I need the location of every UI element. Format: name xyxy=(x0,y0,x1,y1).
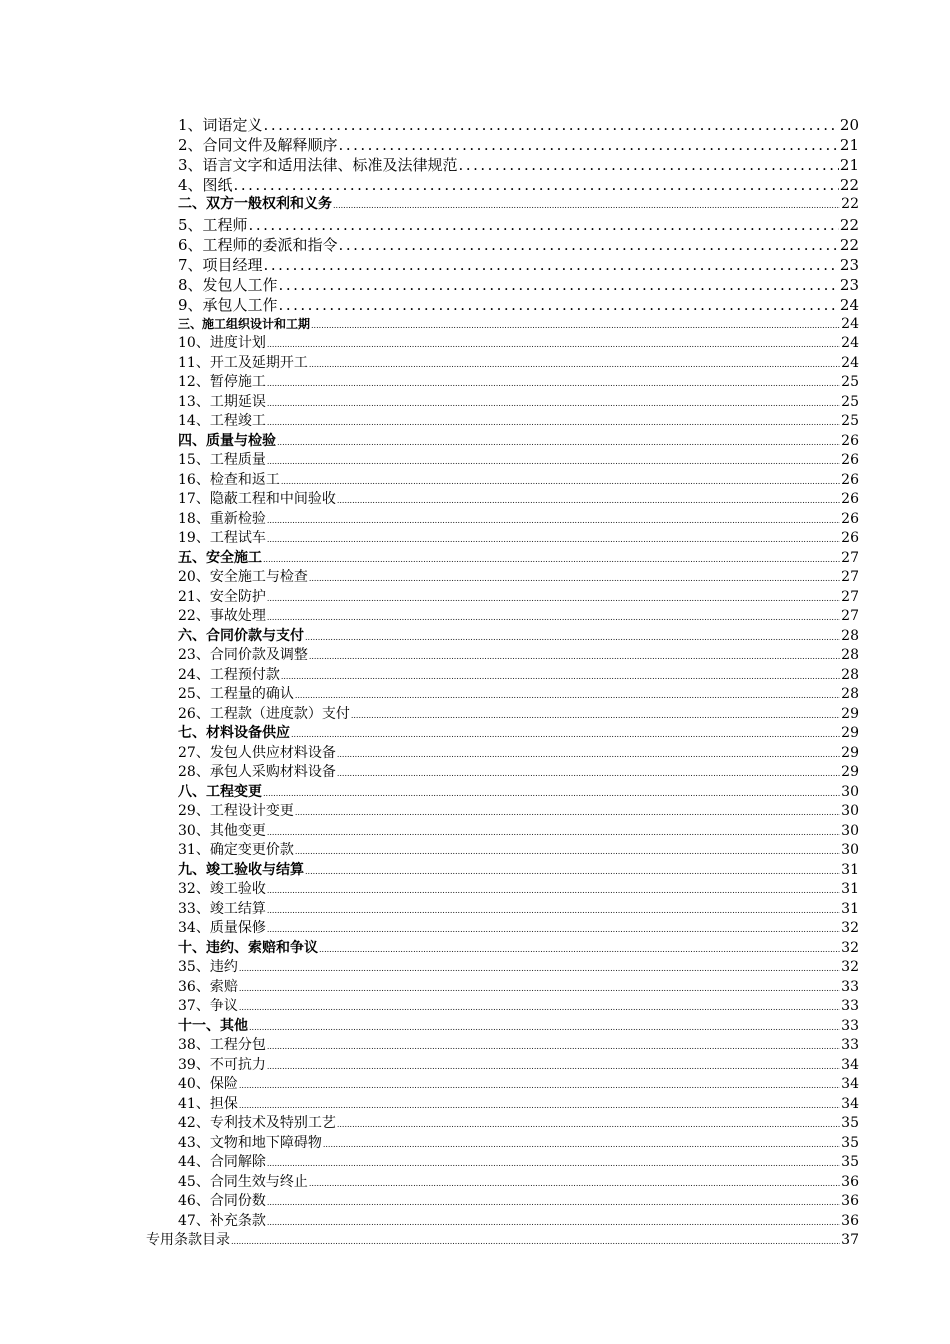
toc-entry-page: 26 xyxy=(841,471,859,488)
toc-entry[interactable] xyxy=(178,529,859,549)
toc-entry-title: 26、工程款（进度款）支付 xyxy=(178,705,350,722)
toc-entry-page: 23 xyxy=(839,255,859,274)
toc-entry[interactable] xyxy=(178,744,859,764)
dot-leader xyxy=(305,628,840,648)
toc-entry[interactable] xyxy=(178,1153,859,1173)
toc-entry-title: 24、工程预付款 xyxy=(178,666,280,683)
toc-entry-page: 29 xyxy=(841,764,859,780)
toc-entry-title: 32、竣工验收 xyxy=(178,881,266,897)
toc-entry[interactable] xyxy=(178,255,859,275)
toc-entry-page: 27 xyxy=(841,588,859,605)
toc-entry-title: 5、工程师 xyxy=(178,215,248,234)
dot-leader xyxy=(239,1076,840,1096)
toc-entry-title: 六、合同价款与支付 xyxy=(178,627,304,644)
dot-leader xyxy=(267,452,840,472)
toc-entry-title: 17、隐蔽工程和中间验收 xyxy=(178,491,336,507)
dot-leader xyxy=(239,998,840,1018)
toc-entry-title: 9、承包人工作 xyxy=(178,295,278,314)
dot-leader xyxy=(337,491,840,511)
toc-entry-page: 27 xyxy=(841,549,859,566)
toc-entry-title: 23、合同价款及调整 xyxy=(178,647,308,663)
toc-entry-page: 33 xyxy=(841,1017,859,1034)
dot-leader xyxy=(267,394,840,414)
dot-leader xyxy=(337,764,840,784)
toc-entry-title: 十一、其他 xyxy=(178,1017,248,1034)
dot-leader xyxy=(319,940,840,960)
dot-leader xyxy=(309,647,840,667)
dot-leader xyxy=(231,1232,840,1252)
toc-entry-page: 35 xyxy=(841,1115,859,1131)
dot-leader xyxy=(279,295,839,315)
toc-entry-title: 12、暂停施工 xyxy=(178,374,266,390)
dot-leader xyxy=(281,667,840,687)
toc-entry-page: 33 xyxy=(841,998,859,1014)
toc-entry-page: 24 xyxy=(841,335,859,351)
dot-leader xyxy=(337,1115,840,1135)
toc-entry[interactable] xyxy=(178,432,859,452)
toc-entry[interactable] xyxy=(178,1056,859,1076)
toc-entry-page: 35 xyxy=(841,1134,859,1151)
toc-entry-page: 26 xyxy=(841,491,859,507)
toc-entry-title: 47、补充条款 xyxy=(178,1212,266,1229)
dot-leader xyxy=(295,842,840,862)
toc-entry[interactable] xyxy=(178,880,859,900)
toc-entry-title: 3、语言文字和适用法律、标准及法律规范 xyxy=(178,156,458,174)
toc-entry[interactable] xyxy=(178,1134,859,1154)
dot-leader xyxy=(291,725,840,745)
dot-leader xyxy=(333,196,840,216)
toc-entry[interactable] xyxy=(178,1075,859,1095)
toc-entry-title: 13、工期延误 xyxy=(178,393,266,410)
dot-leader xyxy=(267,608,840,628)
toc-entry[interactable] xyxy=(178,1017,859,1037)
toc-entry[interactable] xyxy=(178,373,859,393)
toc-entry[interactable] xyxy=(178,354,859,374)
toc-entry[interactable] xyxy=(178,295,859,315)
toc-entry-page: 26 xyxy=(841,510,859,527)
dot-leader xyxy=(249,215,839,235)
toc-entry-page: 28 xyxy=(841,647,859,663)
toc-entry[interactable] xyxy=(178,135,859,155)
toc-entry-page: 21 xyxy=(839,156,859,174)
toc-entry-page: 26 xyxy=(841,452,859,468)
toc-entry[interactable] xyxy=(178,334,859,354)
toc-entry[interactable] xyxy=(178,115,859,135)
dot-leader xyxy=(339,135,839,155)
toc-entry-page: 25 xyxy=(841,374,859,390)
toc-entry-page: 27 xyxy=(841,569,859,585)
dot-leader xyxy=(267,1037,840,1057)
toc-entry-title: 45、合同生效与终止 xyxy=(178,1173,308,1190)
dot-leader xyxy=(267,1057,840,1077)
dot-leader xyxy=(263,784,840,804)
toc-entry-page: 30 xyxy=(841,822,859,839)
toc-entry[interactable] xyxy=(178,919,859,939)
toc-entry-title: 28、承包人采购材料设备 xyxy=(178,764,336,780)
toc-entry[interactable] xyxy=(178,275,859,295)
toc-entry-page: 32 xyxy=(841,920,859,936)
toc-entry-title: 43、文物和地下障碍物 xyxy=(178,1134,322,1151)
toc-entry-title: 二、双方一般权利和义务 xyxy=(178,196,332,212)
dot-leader xyxy=(309,355,840,375)
toc-entry-title: 五、安全施工 xyxy=(178,549,262,566)
toc-entry[interactable] xyxy=(178,997,859,1017)
toc-entry-title: 31、确定变更价款 xyxy=(178,842,294,858)
toc-entry[interactable] xyxy=(178,646,859,666)
toc-entry-title: 38、工程分包 xyxy=(178,1037,266,1053)
toc-entry[interactable] xyxy=(178,939,859,959)
toc-entry[interactable] xyxy=(178,175,859,195)
toc-entry-page: 35 xyxy=(841,1154,859,1170)
toc-entry-title: 42、专利技术及特别工艺 xyxy=(178,1115,336,1131)
toc-entry-page: 31 xyxy=(841,881,859,897)
dot-leader xyxy=(264,255,839,275)
dot-leader xyxy=(277,433,840,453)
toc-entry-page: 34 xyxy=(841,1076,859,1092)
toc-entry-page: 21 xyxy=(839,136,859,154)
toc-entry[interactable] xyxy=(178,393,859,413)
toc-entry-title: 20、安全施工与检查 xyxy=(178,569,308,585)
toc-entry-page: 28 xyxy=(841,686,859,702)
toc-entry[interactable] xyxy=(178,195,859,215)
toc-entry-title: 三、施工组织设计和工期 xyxy=(178,316,311,331)
toc-entry-title: 18、重新检验 xyxy=(178,510,266,527)
toc-entry-page: 33 xyxy=(841,978,859,995)
toc-entry-title: 35、违约 xyxy=(178,959,238,975)
toc-entry-title: 16、检查和返工 xyxy=(178,471,280,488)
toc-entry-page: 27 xyxy=(841,608,859,624)
toc-entry-page: 29 xyxy=(841,744,859,761)
toc-entry-title: 10、进度计划 xyxy=(178,335,266,351)
toc-entry[interactable] xyxy=(178,1212,859,1232)
toc-entry-page: 34 xyxy=(841,1095,859,1112)
dot-leader xyxy=(267,589,840,609)
toc-entry-page: 22 xyxy=(839,215,859,234)
toc-entry-title: 21、安全防护 xyxy=(178,588,266,605)
toc-entry-page: 29 xyxy=(841,705,859,722)
toc-entry[interactable] xyxy=(178,802,859,822)
toc-entry-title: 7、项目经理 xyxy=(178,255,263,274)
toc-entry[interactable] xyxy=(178,1114,859,1134)
dot-leader xyxy=(267,413,840,433)
toc-entry[interactable] xyxy=(178,155,859,175)
toc-entry-page: 22 xyxy=(839,176,859,194)
dot-leader xyxy=(309,1174,840,1194)
dot-leader xyxy=(267,530,840,550)
dot-leader xyxy=(267,1154,840,1174)
toc-entry[interactable] xyxy=(178,588,859,608)
toc-entry-page: 26 xyxy=(841,432,859,449)
toc-entry-page: 28 xyxy=(841,666,859,683)
toc-entry[interactable] xyxy=(178,1095,859,1115)
toc-entry-page: 24 xyxy=(841,315,859,332)
toc-entry-title: 36、索赔 xyxy=(178,978,238,995)
toc-entry-title: 19、工程试车 xyxy=(178,530,266,546)
toc-entry[interactable] xyxy=(178,841,859,861)
toc-entry-title: 40、保险 xyxy=(178,1076,238,1092)
toc-entry[interactable] xyxy=(178,607,859,627)
toc-entry[interactable] xyxy=(178,1036,859,1056)
toc-entry-title: 33、竣工结算 xyxy=(178,900,266,917)
toc-entry-title: 14、工程竣工 xyxy=(178,413,266,429)
toc-entry-page: 24 xyxy=(839,295,859,314)
toc-entry-title: 27、发包人供应材料设备 xyxy=(178,744,336,761)
dot-leader xyxy=(295,686,840,706)
toc-entry[interactable] xyxy=(178,510,859,530)
toc-entry-title: 4、图纸 xyxy=(178,176,233,194)
dot-leader xyxy=(263,550,840,570)
dot-leader xyxy=(339,235,839,255)
toc-entry-title: 8、发包人工作 xyxy=(178,275,278,294)
dot-leader xyxy=(267,374,840,394)
toc-entry-page: 26 xyxy=(841,530,859,546)
toc-entry-page: 32 xyxy=(841,939,859,956)
dot-leader xyxy=(267,901,840,921)
toc-entry-page: 20 xyxy=(839,116,859,134)
dot-leader xyxy=(267,511,840,531)
dot-leader xyxy=(351,706,840,726)
toc-entry-page: 30 xyxy=(841,803,859,819)
dot-leader xyxy=(267,823,840,843)
dot-leader xyxy=(459,155,839,175)
toc-entry[interactable] xyxy=(178,1192,859,1212)
dot-leader xyxy=(311,316,840,336)
dot-leader xyxy=(337,745,840,765)
toc-entry[interactable] xyxy=(178,451,859,471)
toc-entry-page: 23 xyxy=(839,275,859,294)
toc-entry-page: 36 xyxy=(841,1173,859,1190)
toc-entry-page: 33 xyxy=(841,1037,859,1053)
toc-entry-title: 15、工程质量 xyxy=(178,452,266,468)
toc-entry[interactable] xyxy=(178,412,859,432)
toc-entry-title: 25、工程量的确认 xyxy=(178,686,294,702)
dot-leader xyxy=(264,115,839,135)
toc-entry[interactable] xyxy=(178,627,859,647)
dot-leader xyxy=(305,862,840,882)
toc-entry[interactable] xyxy=(178,978,859,998)
toc-entry-title: 九、竣工验收与结算 xyxy=(178,861,304,878)
toc-entry[interactable] xyxy=(178,685,859,705)
dot-leader xyxy=(239,1096,840,1116)
toc-entry[interactable] xyxy=(178,900,859,920)
toc-entry[interactable] xyxy=(178,958,859,978)
toc-entry-page: 36 xyxy=(841,1212,859,1229)
toc-entry-title: 41、担保 xyxy=(178,1095,238,1112)
toc-entry-page: 36 xyxy=(841,1193,859,1209)
toc-entry[interactable] xyxy=(178,783,859,803)
toc-entry[interactable] xyxy=(178,215,859,235)
toc-entry-title: 37、争议 xyxy=(178,998,238,1014)
toc-entry-page: 25 xyxy=(841,413,859,429)
toc-entry[interactable] xyxy=(146,1231,859,1251)
dot-leader xyxy=(267,881,840,901)
dot-leader xyxy=(249,1018,840,1038)
toc-entry-page: 22 xyxy=(841,196,859,212)
dot-leader xyxy=(323,1135,840,1155)
toc-entry-title: 四、质量与检验 xyxy=(178,432,276,449)
toc-entry-title: 11、开工及延期开工 xyxy=(178,354,308,371)
toc-entry[interactable] xyxy=(178,490,859,510)
toc-entry-page: 29 xyxy=(841,725,859,741)
toc-entry-page: 34 xyxy=(841,1056,859,1073)
toc-entry-title: 39、不可抗力 xyxy=(178,1056,266,1073)
dot-leader xyxy=(309,569,840,589)
dot-leader xyxy=(239,959,840,979)
toc-entry-title: 七、材料设备供应 xyxy=(178,725,290,741)
toc-entry-page: 37 xyxy=(841,1232,859,1248)
toc-entry[interactable] xyxy=(178,471,859,491)
dot-leader xyxy=(267,335,840,355)
toc-entry[interactable] xyxy=(178,235,859,255)
toc-entry-page: 25 xyxy=(841,393,859,410)
toc-entry-title: 22、事故处理 xyxy=(178,608,266,624)
toc-entry[interactable] xyxy=(178,763,859,783)
toc-entry-title: 29、工程设计变更 xyxy=(178,803,294,819)
toc-entry-title: 34、质量保修 xyxy=(178,920,266,936)
toc-entry-page: 30 xyxy=(841,842,859,858)
toc-entry-title: 1、词语定义 xyxy=(178,116,263,134)
toc-entry-title: 十、违约、索赔和争议 xyxy=(178,939,318,956)
toc-entry-title: 2、合同文件及解释顺序 xyxy=(178,136,338,154)
table-of-contents xyxy=(0,115,950,1251)
toc-entry[interactable] xyxy=(178,724,859,744)
toc-entry-title: 八、工程变更 xyxy=(178,783,262,800)
dot-leader xyxy=(281,472,840,492)
dot-leader xyxy=(234,175,839,195)
toc-entry[interactable] xyxy=(178,568,859,588)
toc-entry-page: 22 xyxy=(839,235,859,254)
toc-entry-page: 32 xyxy=(841,959,859,975)
toc-entry[interactable] xyxy=(178,315,859,335)
dot-leader xyxy=(267,1213,840,1233)
dot-leader xyxy=(239,979,840,999)
dot-leader xyxy=(295,803,840,823)
toc-entry[interactable] xyxy=(178,1173,859,1193)
toc-entry-page: 31 xyxy=(841,861,859,878)
toc-entry[interactable] xyxy=(178,705,859,725)
toc-entry-page: 28 xyxy=(841,627,859,644)
toc-entry-page: 31 xyxy=(841,900,859,917)
toc-entry-title: 6、工程师的委派和指令 xyxy=(178,235,338,254)
toc-entry-page: 24 xyxy=(841,354,859,371)
dot-leader xyxy=(279,275,839,295)
toc-entry-title: 46、合同份数 xyxy=(178,1193,266,1209)
toc-entry[interactable] xyxy=(178,549,859,569)
toc-entry-title: 44、合同解除 xyxy=(178,1154,266,1170)
toc-entry-page: 30 xyxy=(841,783,859,800)
toc-entry-title: 30、其他变更 xyxy=(178,822,266,839)
toc-entry[interactable] xyxy=(178,822,859,842)
toc-entry-title: 专用条款目录 xyxy=(146,1232,230,1248)
dot-leader xyxy=(267,1193,840,1213)
toc-entry[interactable] xyxy=(178,861,859,881)
toc-entry[interactable] xyxy=(178,666,859,686)
dot-leader xyxy=(267,920,840,940)
